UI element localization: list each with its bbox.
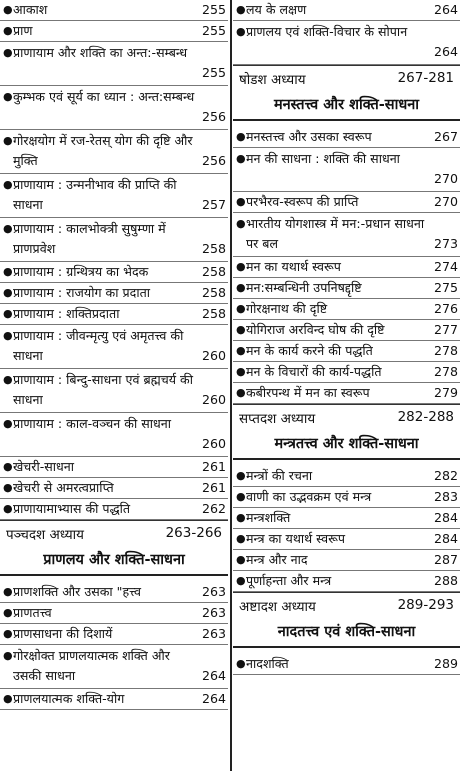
bullet-icon: ● xyxy=(236,386,246,399)
toc-entry-title: गोरक्षनाथ की दृष्टि xyxy=(246,301,328,316)
bullet-icon: ● xyxy=(236,553,246,566)
bullet-icon: ● xyxy=(3,265,13,278)
toc-entry-page: 264 xyxy=(433,44,458,59)
toc-entry xyxy=(0,304,228,324)
toc-entry-page: 256 xyxy=(201,109,226,124)
chapter-title: पञ्चदश अध्याय xyxy=(6,527,85,543)
toc-entry-title: प्राणतत्त्व xyxy=(13,605,52,620)
toc-entry-title: कबीरपन्थ में मन का स्वरूप xyxy=(246,385,370,400)
toc-entry-title: प्राणसाधना की दिशायें xyxy=(13,626,113,641)
bullet-icon: ● xyxy=(236,3,246,16)
toc-entry-title: प्राणायाम : शक्तिप्रदाता xyxy=(13,306,120,321)
toc-entry xyxy=(0,413,228,456)
toc-entry xyxy=(0,478,228,498)
toc-entry-page: 258 xyxy=(201,306,226,321)
toc-entry-title: प्राणायाम और शक्ति का अन्त:-सम्बन्ध xyxy=(13,45,188,60)
toc-entry-title: प्राणायाम : उन्मनीभाव की प्राप्ति की साधना xyxy=(13,177,177,212)
toc-entry-title: प्राणशक्ति और उसका "हत्त्व xyxy=(13,584,142,599)
toc-entry-title: मन्त्रशक्ति xyxy=(246,510,291,525)
toc-entry-page: 283 xyxy=(433,489,458,504)
toc-entry-page: 287 xyxy=(433,552,458,567)
toc-entry-page: 278 xyxy=(433,364,458,379)
bullet-icon: ● xyxy=(236,657,246,670)
chapter-subtitle: मन्त्रतत्त्व और शक्ति-साधना xyxy=(274,436,419,452)
bullet-icon: ● xyxy=(236,344,246,357)
chapter-page-range: 282-288 xyxy=(397,409,454,425)
toc-entry-page: 273 xyxy=(433,236,458,251)
chapter-heading xyxy=(233,404,460,460)
bullet-icon: ● xyxy=(236,130,246,143)
toc-entry xyxy=(233,362,460,382)
bullet-icon: ● xyxy=(3,585,13,598)
toc-entry-title: प्राणायाम : जीवन्मृत्यु एवं अमृतत्त्व की साधना xyxy=(13,328,184,363)
bullet-icon: ● xyxy=(3,46,13,59)
chapter-heading xyxy=(233,592,460,648)
toc-entry-title: प्राणायाम : बिन्दु-साधना एवं ब्रह्मचर्य की साधना xyxy=(13,372,193,407)
toc-entry xyxy=(0,86,228,129)
toc-entry-title: कुम्भक एवं सूर्य का ध्यान : अन्त:सम्बन्ध xyxy=(13,89,195,104)
toc-entry-page: 288 xyxy=(433,573,458,588)
chapter-underline xyxy=(233,646,460,648)
toc-entry-title: प्राणलयात्मक शक्ति-योग xyxy=(13,691,125,706)
toc-entry-page: 264 xyxy=(201,668,226,683)
bullet-icon: ● xyxy=(236,574,246,587)
toc-entry-page: 263 xyxy=(201,605,226,620)
bullet-icon: ● xyxy=(236,217,246,230)
chapter-subtitle: नादतत्त्व एवं शक्ति-साधना xyxy=(277,624,416,640)
bullet-icon: ● xyxy=(236,260,246,273)
toc-entry xyxy=(233,299,460,319)
bullet-icon: ● xyxy=(3,24,13,37)
bullet-icon: ● xyxy=(3,307,13,320)
chapter-page-range: 267-281 xyxy=(397,70,454,86)
toc-entry xyxy=(0,130,228,173)
bullet-icon: ● xyxy=(3,692,13,705)
chapter-title: सप्तदश अध्याय xyxy=(239,411,316,427)
toc-entry xyxy=(0,218,228,261)
toc-entry-title: मन के कार्य करने की पद्धति xyxy=(246,343,373,358)
toc-entry-page: 260 xyxy=(201,436,226,451)
chapter-title: अष्टादश अध्याय xyxy=(239,599,316,615)
toc-entry-page: 284 xyxy=(433,510,458,525)
toc-entry xyxy=(233,0,460,20)
bullet-icon: ● xyxy=(3,3,13,16)
bullet-icon: ● xyxy=(3,134,13,147)
toc-entry-page: 262 xyxy=(201,501,226,516)
right-column xyxy=(233,0,460,675)
toc-entry-page: 289 xyxy=(433,656,458,671)
toc-entry xyxy=(233,257,460,277)
bullet-icon: ● xyxy=(3,417,13,430)
bullet-icon: ● xyxy=(3,606,13,619)
toc-entry xyxy=(233,278,460,298)
chapter-underline xyxy=(233,119,460,121)
toc-entry-title: पूर्णाहन्ता और मन्त्र xyxy=(246,573,332,588)
toc-entry xyxy=(233,571,460,591)
bullet-icon: ● xyxy=(3,460,13,473)
toc-entry-page: 255 xyxy=(201,65,226,80)
toc-entry-page: 282 xyxy=(433,468,458,483)
left-column xyxy=(0,0,228,710)
bullet-icon: ● xyxy=(3,627,13,640)
toc-entry-page: 279 xyxy=(433,385,458,400)
bullet-icon: ● xyxy=(3,329,13,342)
toc-entry-title: खेचरी से अमरत्वप्राप्ति xyxy=(13,480,114,495)
toc-entry-title: नादशक्ति xyxy=(246,656,289,671)
toc-entry-title: प्राणायाम : राजयोग का प्रदाता xyxy=(13,285,151,300)
bullet-icon: ● xyxy=(236,490,246,503)
toc-entry xyxy=(233,508,460,528)
toc-entry-title: मनस्तत्त्व और उसका स्वरूप xyxy=(246,129,372,144)
chapter-page-range: 263-266 xyxy=(165,525,222,541)
toc-entry-page: 258 xyxy=(201,285,226,300)
toc-entry-title: प्राणायामाभ्यास की पद्धति xyxy=(13,501,131,516)
toc-entry-title: मन की साधना : शक्ति की साधना xyxy=(246,151,400,166)
toc-entry-title: लय के लक्षण xyxy=(246,2,307,17)
bullet-icon: ● xyxy=(236,323,246,336)
toc-entry xyxy=(0,325,228,368)
toc-entry-page: 264 xyxy=(433,2,458,17)
toc-entry-title: प्राणायाम : काल-वञ्चन की साधना xyxy=(13,416,171,431)
toc-entry-page: 255 xyxy=(201,2,226,17)
toc-entry xyxy=(0,262,228,282)
entry-separator xyxy=(233,674,460,675)
bullet-icon: ● xyxy=(3,286,13,299)
toc-entry-title: भारतीय योगशास्त्र में मन:-प्रधान साधना पर बल xyxy=(246,216,425,251)
toc-entry xyxy=(233,21,460,64)
chapter-heading xyxy=(233,65,460,121)
toc-entry xyxy=(233,148,460,191)
toc-entry-page: 270 xyxy=(433,194,458,209)
bullet-icon: ● xyxy=(236,469,246,482)
toc-entry-page: 267 xyxy=(433,129,458,144)
column-divider xyxy=(230,0,232,771)
toc-entry-page: 261 xyxy=(201,459,226,474)
bullet-icon: ● xyxy=(236,511,246,524)
toc-entry-title: गोरक्षोक्त प्राणलयात्मक शक्ति और उसकी साधना xyxy=(13,648,170,683)
entry-separator xyxy=(0,709,228,710)
toc-entry xyxy=(0,689,228,709)
toc-entry-title: आकाश xyxy=(13,2,48,17)
bullet-icon: ● xyxy=(236,302,246,315)
chapter-subtitle: मनस्तत्त्व और शक्ति-साधना xyxy=(273,97,420,113)
chapter-underline xyxy=(0,574,228,576)
toc-entry-page: 276 xyxy=(433,301,458,316)
toc-entry-title: मन के विचारों की कार्य-पद्धति xyxy=(246,364,382,379)
toc-entry-page: 270 xyxy=(433,171,458,186)
toc-entry xyxy=(0,603,228,623)
toc-entry xyxy=(233,383,460,403)
toc-entry xyxy=(0,21,228,41)
toc-entry-page: 260 xyxy=(201,392,226,407)
toc-entry xyxy=(233,466,460,486)
toc-entry-page: 258 xyxy=(201,264,226,279)
toc-entry xyxy=(0,582,228,602)
toc-entry-page: 274 xyxy=(433,259,458,274)
toc-entry-page: 277 xyxy=(433,322,458,337)
toc-entry-page: 255 xyxy=(201,23,226,38)
toc-entry-title: प्राणलय एवं शक्ति-विचार के सोपान xyxy=(246,24,408,39)
bullet-icon: ● xyxy=(236,195,246,208)
bullet-icon: ● xyxy=(3,373,13,386)
toc-entry-title: मन्त्र और नाद xyxy=(246,552,308,567)
bullet-icon: ● xyxy=(236,152,246,165)
toc-entry xyxy=(233,654,460,674)
bullet-icon: ● xyxy=(236,365,246,378)
toc-entry-title: खेचरी-साधना xyxy=(13,459,75,474)
toc-entry xyxy=(233,213,460,256)
toc-entry-title: प्राण xyxy=(13,23,33,38)
toc-entry-title: गोरक्षयोग में रज-रेतस् योग की दृष्टि और मुक्ति xyxy=(13,133,193,168)
toc-entry-title: मन्त्रों की रचना xyxy=(246,468,313,483)
toc-entry-page: 275 xyxy=(433,280,458,295)
toc-entry xyxy=(0,283,228,303)
toc-entry-page: 260 xyxy=(201,348,226,363)
bullet-icon: ● xyxy=(3,178,13,191)
toc-entry-page: 284 xyxy=(433,531,458,546)
toc-entry xyxy=(0,457,228,477)
toc-entry-title: परभैरव-स्वरूप की प्राप्ति xyxy=(246,194,359,209)
toc-entry-page: 256 xyxy=(201,153,226,168)
toc-entry xyxy=(233,487,460,507)
toc-entry-page: 261 xyxy=(201,480,226,495)
toc-entry xyxy=(0,645,228,688)
toc-entry xyxy=(0,42,228,85)
toc-entry-page: 264 xyxy=(201,691,226,706)
bullet-icon: ● xyxy=(236,281,246,294)
toc-entry-title: वाणी का उद्भवक्रम एवं मन्त्र xyxy=(246,489,372,504)
toc-entry xyxy=(0,174,228,217)
toc-entry xyxy=(233,192,460,212)
toc-entry xyxy=(233,127,460,147)
bullet-icon: ● xyxy=(3,222,13,235)
bullet-icon: ● xyxy=(3,481,13,494)
toc-entry-page: 258 xyxy=(201,241,226,256)
toc-entry-title: योगिराज अरविन्द घोष की दृष्टि xyxy=(246,322,385,337)
toc-entry xyxy=(233,550,460,570)
bullet-icon: ● xyxy=(236,532,246,545)
toc-entry-page: 257 xyxy=(201,197,226,212)
toc-entry-title: प्राणायाम : ग्रन्थित्रय का भेदक xyxy=(13,264,149,279)
toc-entry-page: 263 xyxy=(201,626,226,641)
bullet-icon: ● xyxy=(3,649,13,662)
chapter-page-range: 289-293 xyxy=(397,597,454,613)
bullet-icon: ● xyxy=(236,25,246,38)
chapter-underline xyxy=(233,458,460,460)
toc-entry-title: मन:सम्बन्धिनी उपनिषद्दृष्टि xyxy=(246,280,362,295)
toc-entry xyxy=(233,320,460,340)
toc-entry xyxy=(0,499,228,519)
toc-entry-title: मन्त्र का यथार्थ स्वरूप xyxy=(246,531,346,546)
chapter-heading xyxy=(0,520,228,576)
toc-entry xyxy=(0,624,228,644)
toc-entry-title: मन का यथार्थ स्वरूप xyxy=(246,259,341,274)
toc-entry-page: 263 xyxy=(201,584,226,599)
toc-entry xyxy=(0,369,228,412)
chapter-subtitle: प्राणलय और शक्ति-साधना xyxy=(43,552,185,568)
toc-entry-title: प्राणायाम : कालभोक्त्री सुषुम्णा में प्राणप्रवेश xyxy=(13,221,166,256)
toc-entry xyxy=(233,529,460,549)
bullet-icon: ● xyxy=(3,502,13,515)
bullet-icon: ● xyxy=(3,90,13,103)
toc-entry-page: 278 xyxy=(433,343,458,358)
toc-entry xyxy=(233,341,460,361)
toc-entry xyxy=(0,0,228,20)
chapter-title: षोडश अध्याय xyxy=(239,72,306,88)
